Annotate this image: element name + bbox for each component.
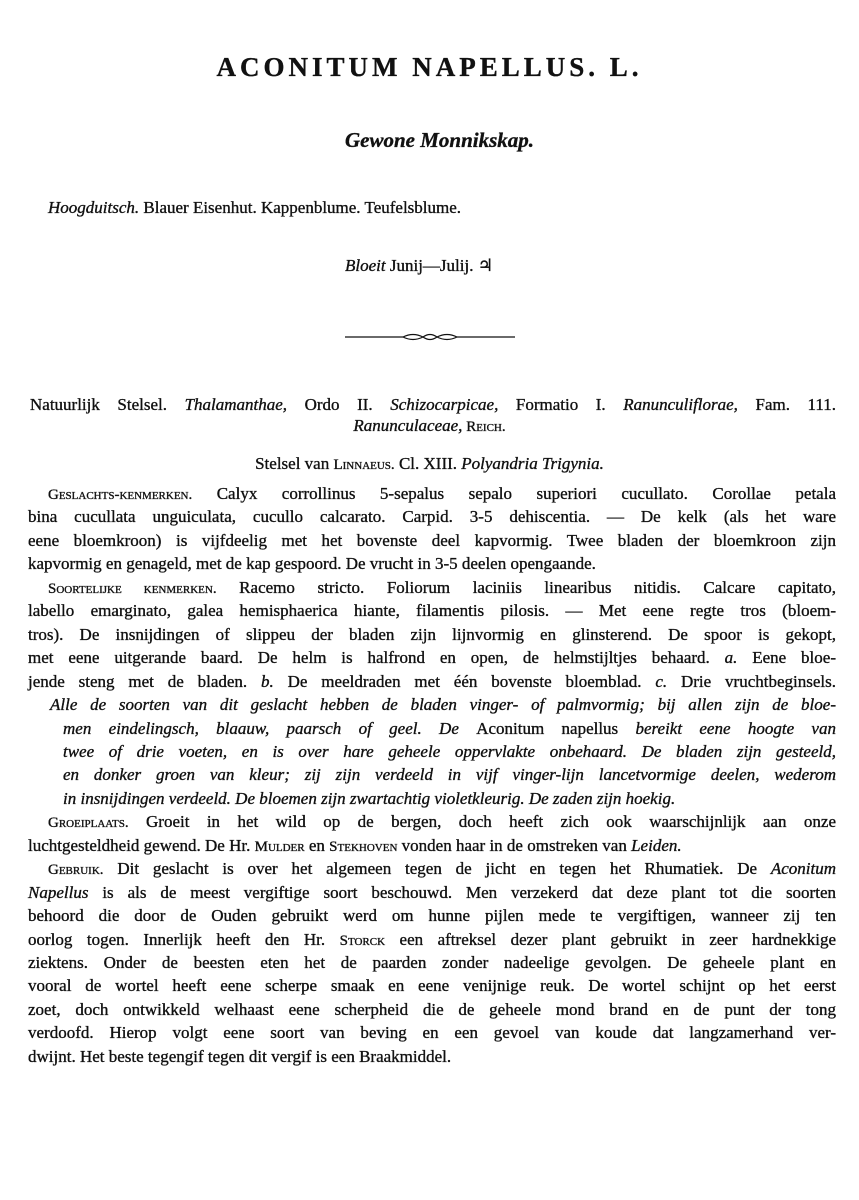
text-segment: is als de meest vergiftige soort beschouwd. Men verzekerd dat deze plant tot die soorten bbox=[88, 882, 836, 902]
text-segment: Polyandria Trigynia. bbox=[461, 454, 604, 473]
text-segment: Thalamanthae, bbox=[184, 395, 288, 414]
page-title: ACONITUM NAPELLUS. L. bbox=[216, 52, 643, 82]
text-segment: Dit geslacht is over het algemeen tegen de jicht en tegen het Rhumatiek. De bbox=[103, 859, 771, 879]
text-segment: Formatio I. bbox=[498, 395, 624, 414]
common-name-subtitle: Gewone Monnikskap. bbox=[344, 128, 535, 152]
text-segment: Eene bloe- bbox=[737, 648, 836, 668]
text-segment: Groeiplaats. bbox=[48, 815, 129, 832]
text-segment: zoet, doch ontwikkeld welhaast eene scherpheid die de geheele mond brand en de punt der tong bbox=[28, 999, 836, 1019]
text-segment: Drie vruchtbeginsels. bbox=[667, 671, 836, 691]
text-line bbox=[28, 836, 836, 856]
text-line bbox=[28, 953, 836, 973]
text-segment: Bloeit bbox=[345, 256, 386, 275]
text-segment: Racemo stricto. Foliorum laciniis linearibus nitidis. Calcare capitato, bbox=[216, 577, 836, 597]
text-segment: bina cucullata unguiculata, cucullo calcarato. Carpid. 3-5 dehiscentia. — De kelk (als het ware bbox=[28, 507, 836, 527]
text-segment: en donker groen van kleur; zij zijn verdeeld in vijf vinger-lijn lancetvormige deelen, wederom bbox=[63, 765, 836, 785]
text-segment: Groeit in het wild op de bergen, doch heeft zich ook waarschijnlijk aan onze bbox=[128, 812, 836, 832]
text-segment: bereikt eene hoogte van bbox=[618, 718, 836, 738]
text-line bbox=[48, 859, 836, 879]
text-segment: Aconitum napellus bbox=[476, 718, 619, 738]
text-line bbox=[63, 789, 836, 809]
text-segment: Storck bbox=[339, 932, 386, 949]
text-line bbox=[28, 906, 836, 926]
text-line bbox=[28, 601, 836, 621]
text-segment: b. bbox=[261, 671, 274, 691]
text-segment: luchtgesteldheid gewend. De Hr. bbox=[28, 835, 255, 855]
text-segment: met eene uitgerande baard. De helm is halfrond en open, de helmstijltjes behaard. bbox=[28, 648, 725, 668]
text-segment: Reich. bbox=[462, 419, 506, 435]
text-line bbox=[28, 554, 836, 574]
text-segment: Mulder bbox=[254, 838, 305, 855]
text-line bbox=[28, 930, 836, 950]
text-segment: c. bbox=[655, 671, 668, 691]
text-segment: men eindelingsch, blaauw, paarsch of geel. De bbox=[63, 718, 477, 738]
text-segment: Stelsel van bbox=[255, 454, 334, 473]
flowering-period bbox=[345, 256, 493, 276]
text-line bbox=[28, 1047, 836, 1067]
text-segment: Ranunculaceae, bbox=[353, 416, 463, 435]
text-line bbox=[28, 648, 836, 668]
text-segment: Alle de soorten van dit geslacht hebben de bladen vinger- of palmvormig; bij allen zijn de bloe- bbox=[50, 695, 836, 715]
text-segment: en bbox=[304, 835, 330, 855]
text-line bbox=[28, 672, 836, 692]
text-segment: eene bloemkroon) is vijfdeelig met het bovenste deel kapvormig. Twee bladen der bloemkroon zijn bbox=[28, 530, 836, 550]
text-segment: Natuurlijk Stelsel. bbox=[30, 395, 185, 414]
text-segment: vonden haar in de omstreken van bbox=[397, 835, 632, 855]
text-line bbox=[28, 1023, 836, 1043]
text-segment: Napellus bbox=[28, 882, 89, 902]
ornament-divider bbox=[345, 330, 515, 344]
text-line bbox=[50, 695, 836, 715]
text-line bbox=[28, 976, 836, 996]
text-segment: Cl. XIII. bbox=[394, 454, 462, 473]
text-segment: tros). De insnijdingen of slippeu der bladen zijn lijnvormig en glinsterend. De spoor is gekopt, bbox=[28, 624, 836, 644]
text-segment: jende steng met de bladen. bbox=[28, 671, 262, 691]
text-segment: Hoogduitsch. bbox=[48, 198, 140, 217]
text-segment: verdoofd. Hierop volgt eene soort van beving en een gevoel van koude dat langzamerhand ver- bbox=[28, 1023, 836, 1043]
text-line bbox=[28, 531, 836, 551]
text-segment: Linnaeus. bbox=[333, 457, 395, 473]
text-segment: Ordo II. bbox=[287, 395, 391, 414]
text-segment: een aftreksel dezer plant gebruikt in zeer hardnekkige bbox=[385, 929, 836, 949]
text-line bbox=[48, 484, 836, 504]
text-segment: in insnijdingen verdeeld. De bloemen zijn zwartachtig violetkleurig. De zaden zijn hoekig. bbox=[63, 788, 676, 808]
text-segment: De meeldraden met één bovenste bloemblad. bbox=[273, 671, 656, 691]
text-line bbox=[48, 578, 836, 598]
german-names bbox=[48, 198, 461, 218]
text-line bbox=[63, 742, 836, 762]
text-line bbox=[28, 507, 836, 527]
linnaean-system-line bbox=[0, 454, 859, 474]
text-line bbox=[28, 1000, 836, 1020]
text-segment: oorlog togen. Innerlijk heeft den Hr. bbox=[28, 929, 340, 949]
text-segment: Soortelijke kenmerken. bbox=[48, 580, 217, 597]
text-line bbox=[63, 719, 836, 739]
text-segment: labello emarginato, galea hemisphaerica hiante, filamentis pilosis. — Met eene regte tros (bloem- bbox=[28, 601, 836, 621]
text-segment: Schizocarpicae, bbox=[390, 395, 499, 414]
text-segment: Fam. 111. bbox=[737, 395, 836, 414]
natural-system-line bbox=[30, 395, 836, 415]
text-segment: Aconitum bbox=[770, 859, 836, 879]
text-segment: kapvormig en genageld, met de kap gespoord. De vrucht in 3-5 deelen opengaande. bbox=[28, 554, 596, 574]
text-segment: Junij—Julij. ♃ bbox=[385, 256, 493, 275]
text-segment: Gebruik. bbox=[48, 862, 104, 879]
text-line bbox=[63, 765, 836, 785]
text-segment: dwijnt. Het beste tegengif tegen dit vergif is een Braakmiddel. bbox=[28, 1046, 452, 1066]
text-segment: twee of drie voeten, en is over hare geheele oppervlakte onbehaard. De bladen zijn gesteeld, bbox=[63, 741, 836, 761]
text-line bbox=[28, 625, 836, 645]
text-segment: Leiden. bbox=[631, 835, 682, 855]
text-segment: ziektens. Onder de beesten eten het de paarden zonder nadeelige gevolgen. De geheele plant en bbox=[28, 953, 836, 972]
text-segment: vooral de wortel heeft eene scherpe smaak en eene venijnige reuk. De wortel schijnt op het eerst bbox=[28, 976, 836, 996]
text-segment: Calyx corrollinus 5-sepalus sepalo superiori cucullato. Corollae petala bbox=[192, 484, 836, 503]
text-segment: Geslachts-kenmerken. bbox=[48, 487, 193, 503]
text-segment: Stekhoven bbox=[329, 838, 398, 855]
text-segment: Ranunculiflorae, bbox=[623, 395, 738, 414]
text-line bbox=[48, 812, 836, 832]
text-segment: behoord die door de Ouden gebruikt werd om hunne pijlen mede te vergiftigen, wanneer zij ten bbox=[28, 906, 836, 926]
family-line bbox=[0, 416, 859, 436]
text-line bbox=[28, 883, 836, 903]
text-segment: Blauer Eisenhut. Kappenblume. Teufelsblume. bbox=[139, 198, 462, 217]
text-segment: a. bbox=[724, 648, 738, 668]
